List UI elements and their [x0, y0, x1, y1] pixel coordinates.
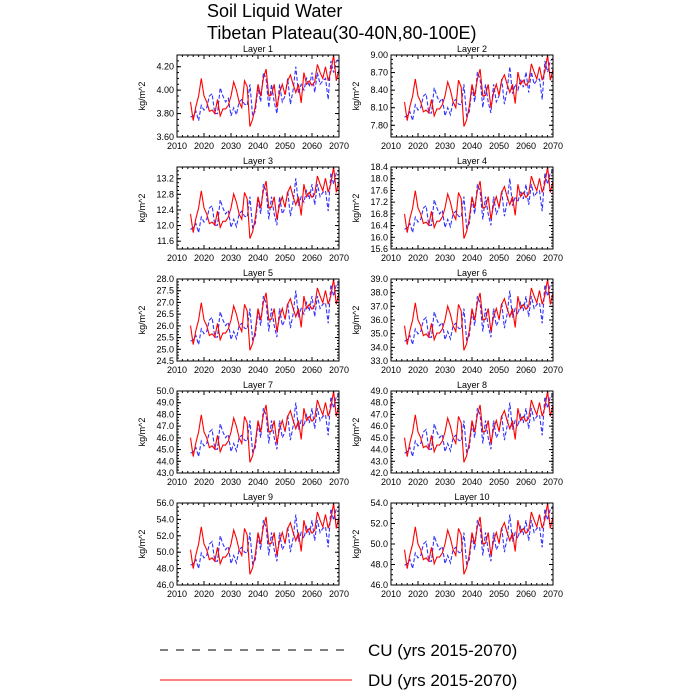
x-tick-label: 2030: [220, 141, 242, 151]
panel-title: Layer 10: [454, 492, 490, 502]
x-tick-label: 2030: [434, 253, 456, 263]
x-tick-label: 2070: [542, 589, 564, 599]
x-tick-label: 2030: [220, 477, 242, 487]
x-tick-label: 2040: [247, 253, 269, 263]
y-tick-label: 16.4: [370, 220, 388, 231]
panel-1: [137, 44, 349, 151]
x-tick-label: 2020: [407, 589, 429, 599]
series-line-du: [405, 391, 554, 462]
panel-title: Layer 3: [242, 156, 274, 166]
x-tick-label: 2050: [488, 589, 510, 599]
x-tick-label: 2010: [380, 477, 402, 487]
y-axis-label: kg/m^2: [137, 81, 147, 111]
y-tick-label: 33.0: [370, 356, 388, 366]
y-tick-label: 45.0: [370, 432, 388, 443]
x-tick-label: 2050: [488, 477, 510, 487]
x-tick-label: 2010: [380, 589, 402, 599]
panel-title: Layer 6: [456, 268, 488, 278]
y-tick-label: 47.0: [370, 409, 388, 420]
y-tick-label: 38.0: [370, 287, 388, 298]
chart-title-line-1: Soil Liquid Water: [207, 1, 343, 21]
y-tick-label: 43.0: [370, 456, 388, 467]
y-axis-label: kg/m^2: [351, 81, 361, 111]
y-tick-label: 26.0: [156, 320, 174, 331]
y-tick-label: 48.0: [156, 409, 174, 420]
y-tick-label: 8.70: [370, 67, 388, 78]
plot-frame: [391, 391, 553, 473]
y-tick-label: 9.00: [370, 50, 388, 60]
y-tick-label: 50.0: [156, 386, 174, 396]
x-tick-label: 2030: [220, 365, 242, 375]
x-tick-label: 2030: [220, 589, 242, 599]
y-tick-label: 24.5: [156, 356, 174, 366]
y-tick-label: 4.20: [156, 61, 174, 72]
y-tick-label: 52.0: [156, 530, 174, 541]
x-tick-label: 2040: [461, 253, 483, 263]
x-tick-label: 2050: [274, 253, 296, 263]
y-tick-label: 43.0: [156, 468, 174, 478]
x-tick-label: 2010: [166, 477, 188, 487]
y-tick-label: 48.0: [370, 397, 388, 408]
y-tick-label: 50.0: [370, 539, 388, 549]
x-tick-label: 2060: [515, 141, 537, 151]
panel-6: [351, 268, 563, 375]
x-tick-label: 2010: [380, 365, 402, 375]
panel-5: [137, 268, 349, 375]
series-line-du: [191, 279, 340, 350]
y-axis-label: kg/m^2: [351, 193, 361, 223]
series-line-du: [191, 391, 340, 462]
plot-frame: [391, 55, 553, 137]
legend-cu-label: CU (yrs 2015-2070): [368, 641, 518, 660]
x-tick-label: 2060: [301, 477, 323, 487]
y-tick-label: 44.0: [156, 456, 174, 467]
panel-10: [351, 492, 563, 599]
x-tick-label: 2010: [380, 253, 402, 263]
y-axis-label: kg/m^2: [351, 529, 361, 559]
x-tick-label: 2050: [274, 477, 296, 487]
y-tick-label: 49.0: [370, 386, 388, 396]
x-tick-label: 2030: [220, 253, 242, 263]
x-tick-label: 2060: [515, 365, 537, 375]
y-tick-label: 34.0: [370, 342, 388, 353]
panel-title: Layer 9: [242, 492, 274, 502]
y-axis-label: kg/m^2: [137, 417, 147, 447]
plot-frame: [177, 503, 339, 585]
y-tick-label: 39.0: [370, 274, 388, 284]
y-tick-label: 27.0: [156, 297, 174, 308]
y-tick-label: 7.80: [370, 120, 388, 131]
x-tick-label: 2050: [488, 253, 510, 263]
y-tick-label: 47.0: [156, 421, 174, 432]
panel-title: Layer 7: [242, 380, 274, 390]
y-tick-label: 8.10: [370, 102, 388, 113]
x-tick-label: 2070: [328, 365, 350, 375]
x-tick-label: 2070: [328, 253, 350, 263]
y-tick-label: 8.40: [370, 85, 388, 96]
y-tick-label: 3.80: [156, 108, 174, 119]
y-tick-label: 54.0: [156, 514, 174, 525]
x-tick-label: 2070: [542, 477, 564, 487]
y-tick-label: 44.0: [370, 444, 388, 455]
x-tick-label: 2040: [461, 477, 483, 487]
y-tick-label: 46.0: [156, 432, 174, 443]
x-tick-label: 2020: [193, 477, 215, 487]
y-axis-label: kg/m^2: [137, 193, 147, 223]
series-line-du: [191, 167, 340, 239]
y-tick-label: 45.0: [156, 444, 174, 455]
series-line-du: [405, 55, 554, 127]
x-tick-label: 2020: [407, 253, 429, 263]
y-tick-label: 28.0: [156, 274, 174, 284]
x-tick-label: 2010: [166, 253, 188, 263]
y-tick-label: 18.4: [370, 162, 388, 172]
panel-title: Layer 4: [456, 156, 488, 166]
x-tick-label: 2050: [488, 365, 510, 375]
plot-frame: [391, 503, 553, 585]
y-tick-label: 17.2: [370, 197, 388, 208]
y-tick-label: 17.6: [370, 185, 388, 196]
x-tick-label: 2060: [301, 253, 323, 263]
y-tick-label: 50.0: [156, 547, 174, 558]
x-tick-label: 2040: [247, 589, 269, 599]
x-tick-label: 2070: [328, 477, 350, 487]
y-tick-label: 3.60: [156, 132, 174, 142]
y-tick-label: 26.5: [156, 309, 174, 320]
legend-du-label: DU (yrs 2015-2070): [368, 671, 518, 690]
panel-title: Layer 2: [456, 44, 488, 54]
x-tick-label: 2070: [542, 253, 564, 263]
y-tick-label: 15.6: [370, 244, 388, 254]
panel-title: Layer 1: [242, 44, 274, 54]
panel-title: Layer 5: [242, 268, 274, 278]
x-tick-label: 2060: [301, 589, 323, 599]
panel-4: [351, 156, 563, 263]
x-tick-label: 2010: [380, 141, 402, 151]
y-tick-label: 11.6: [157, 236, 174, 247]
panel-7: [137, 380, 349, 487]
x-tick-label: 2050: [274, 365, 296, 375]
y-tick-label: 42.0: [370, 468, 388, 478]
series-line-du: [405, 167, 554, 239]
panels: [137, 44, 563, 599]
legend: [160, 641, 517, 690]
x-tick-label: 2070: [328, 141, 350, 151]
x-tick-label: 2020: [407, 365, 429, 375]
x-tick-label: 2040: [461, 141, 483, 151]
panel-9: [137, 492, 349, 599]
plot-frame: [177, 391, 339, 473]
panel-8: [351, 380, 563, 487]
x-tick-label: 2060: [515, 477, 537, 487]
y-axis-label: kg/m^2: [351, 305, 361, 335]
series-line-du: [405, 279, 554, 350]
x-tick-label: 2030: [434, 589, 456, 599]
y-axis-label: kg/m^2: [137, 529, 147, 559]
y-tick-label: 52.0: [370, 518, 388, 529]
y-tick-label: 13.2: [156, 173, 174, 184]
x-tick-label: 2040: [247, 477, 269, 487]
y-tick-label: 36.0: [370, 315, 388, 325]
x-tick-label: 2060: [301, 365, 323, 375]
plot-frame: [177, 167, 339, 249]
y-tick-label: 49.0: [156, 397, 174, 408]
x-tick-label: 2020: [193, 253, 215, 263]
y-tick-label: 48.0: [156, 563, 174, 574]
y-tick-label: 25.5: [156, 332, 174, 343]
x-tick-label: 2040: [247, 141, 269, 151]
y-tick-label: 46.0: [156, 580, 174, 590]
plot-frame: [391, 167, 553, 249]
x-tick-label: 2010: [166, 365, 188, 375]
y-tick-label: 25.0: [156, 344, 174, 355]
y-tick-label: 27.5: [156, 285, 174, 296]
panel-2: [351, 44, 563, 151]
series-line-du: [191, 55, 340, 127]
y-axis-label: kg/m^2: [137, 305, 147, 335]
x-tick-label: 2070: [542, 365, 564, 375]
chart-title-line-2: Tibetan Plateau(30-40N,80-100E): [207, 23, 477, 43]
x-tick-label: 2010: [166, 141, 188, 151]
y-tick-label: 12.4: [156, 204, 174, 215]
x-tick-label: 2030: [434, 477, 456, 487]
panel-title: Layer 8: [456, 380, 488, 390]
x-tick-label: 2020: [407, 141, 429, 151]
x-tick-label: 2070: [542, 141, 564, 151]
plot-frame: [391, 279, 553, 361]
plot-frame: [177, 279, 339, 361]
y-tick-label: 48.0: [370, 559, 388, 570]
x-tick-label: 2060: [515, 589, 537, 599]
series-line-du: [405, 503, 554, 574]
x-tick-label: 2020: [193, 141, 215, 151]
y-tick-label: 4.00: [156, 85, 174, 96]
x-tick-label: 2050: [488, 141, 510, 151]
series-line-du: [191, 503, 340, 574]
y-tick-label: 16.8: [370, 208, 388, 219]
x-tick-label: 2030: [434, 141, 456, 151]
x-tick-label: 2020: [407, 477, 429, 487]
y-tick-label: 54.0: [370, 498, 388, 508]
y-axis-label: kg/m^2: [351, 417, 361, 447]
x-tick-label: 2020: [193, 589, 215, 599]
x-tick-label: 2040: [461, 589, 483, 599]
y-tick-label: 18.0: [370, 173, 388, 184]
y-tick-label: 12.0: [156, 220, 174, 231]
x-tick-label: 2050: [274, 141, 296, 151]
y-tick-label: 56.0: [156, 498, 174, 508]
y-tick-label: 12.8: [156, 189, 174, 200]
x-tick-label: 2060: [515, 253, 537, 263]
x-tick-label: 2050: [274, 589, 296, 599]
x-tick-label: 2070: [328, 589, 350, 599]
panel-3: [137, 156, 349, 263]
x-tick-label: 2060: [301, 141, 323, 151]
x-tick-label: 2040: [247, 365, 269, 375]
x-tick-label: 2020: [193, 365, 215, 375]
plot-frame: [177, 55, 339, 137]
y-tick-label: 46.0: [370, 421, 388, 432]
x-tick-label: 2030: [434, 365, 456, 375]
y-tick-label: 46.0: [370, 580, 388, 590]
x-tick-label: 2040: [461, 365, 483, 375]
y-tick-label: 35.0: [370, 328, 388, 339]
y-tick-label: 16.0: [370, 232, 388, 243]
x-tick-label: 2010: [166, 589, 188, 599]
y-tick-label: 37.0: [370, 301, 388, 312]
